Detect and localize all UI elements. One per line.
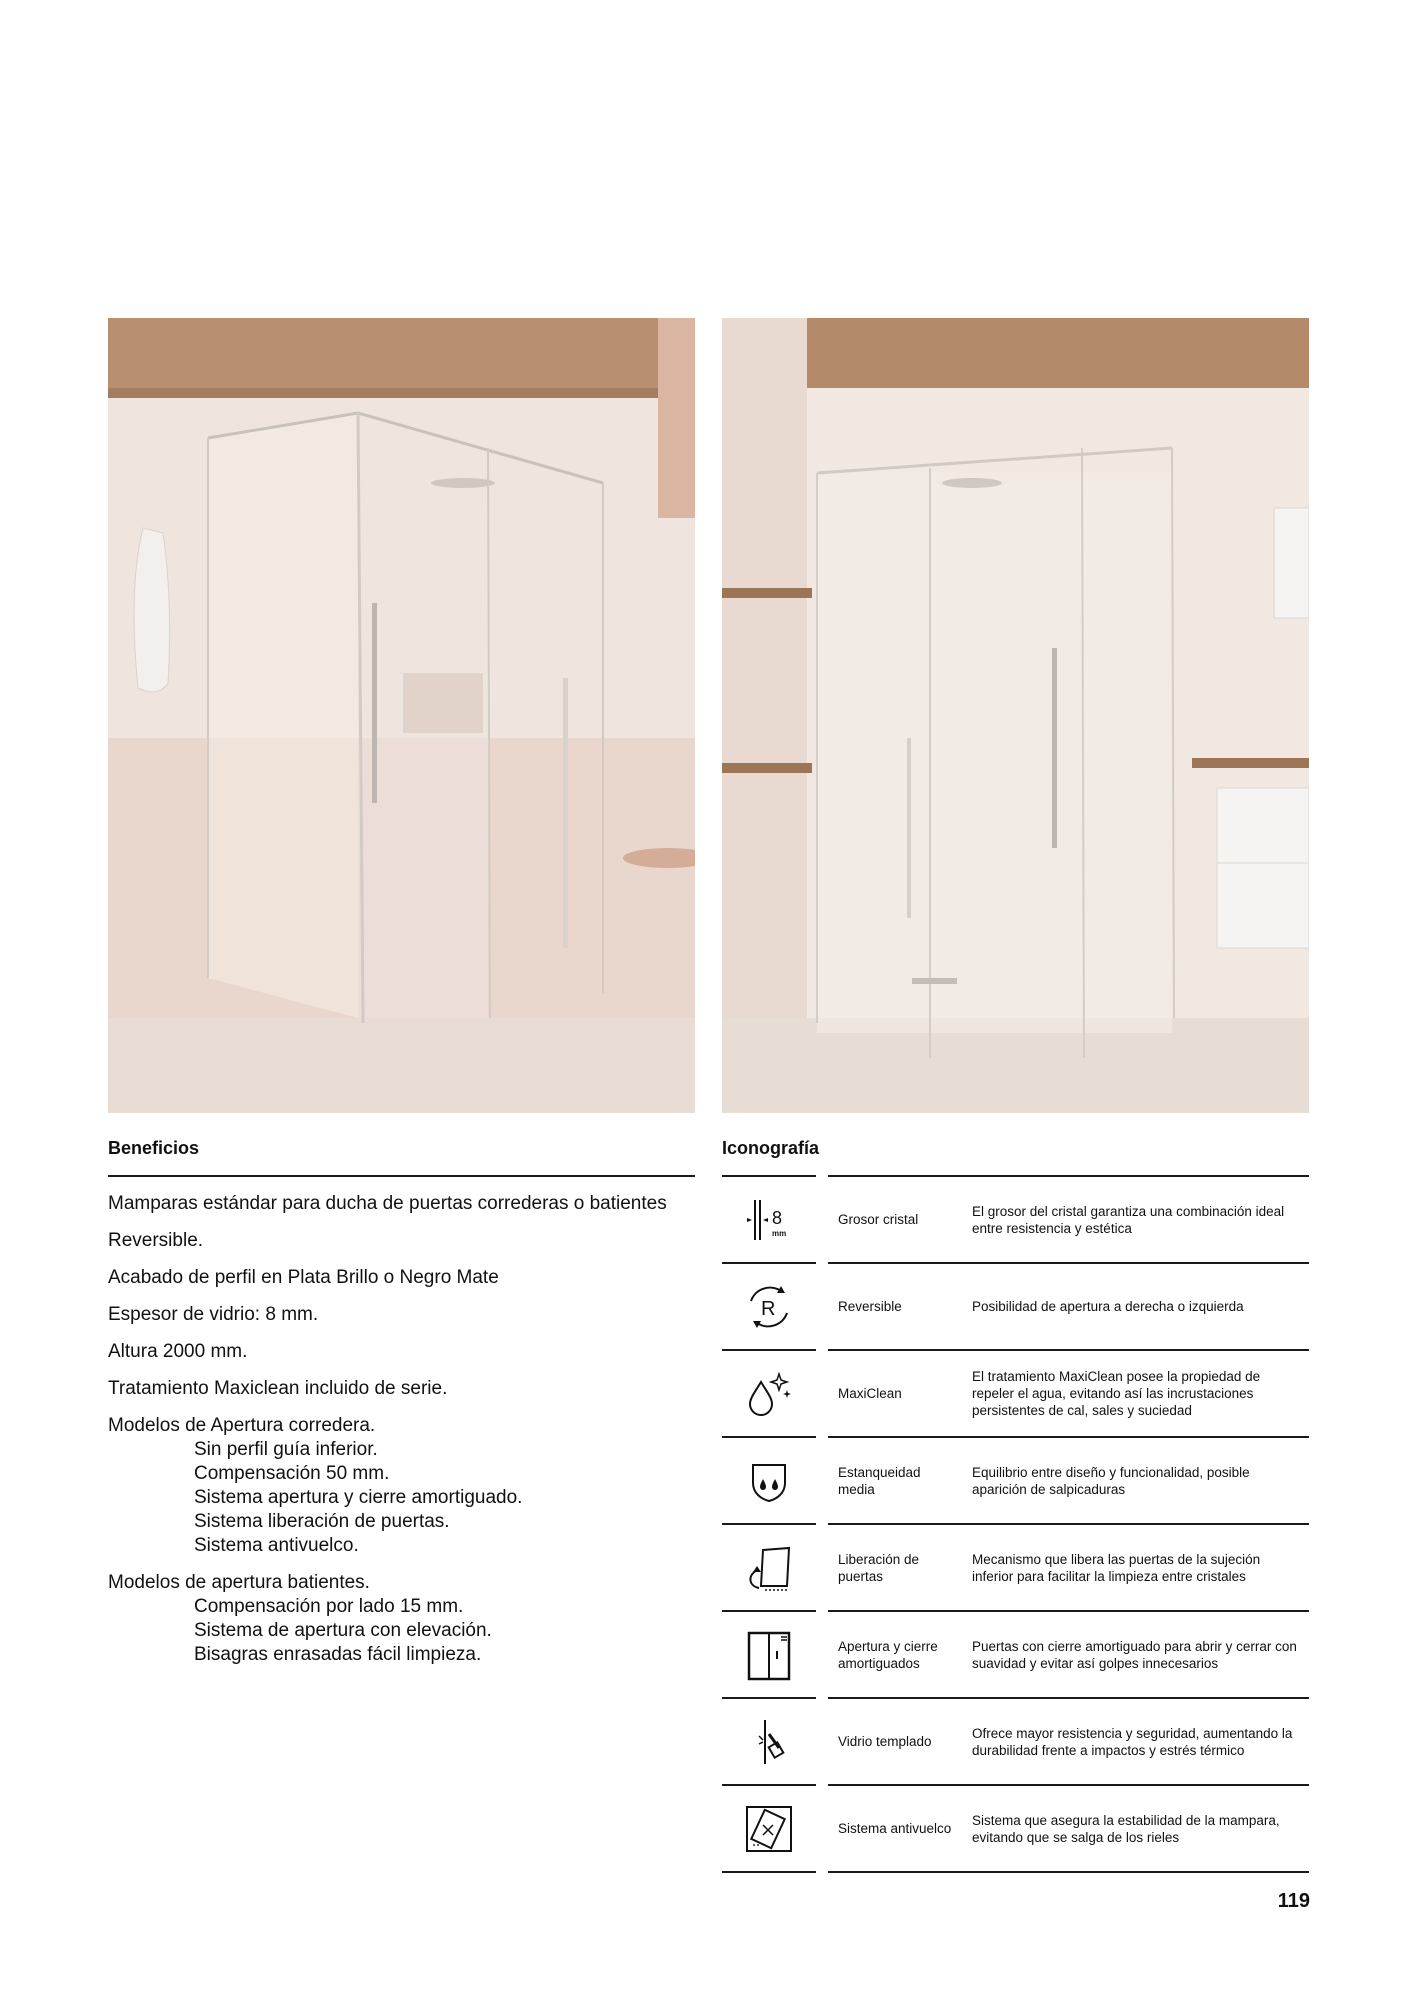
benefits-divider — [108, 1175, 695, 1177]
thickness-value: 8 — [772, 1207, 783, 1228]
icon-row — [722, 1784, 1309, 1871]
feature-description: Mecanismo que libera las puertas de la sujeción inferior para facilitar la limpieza entre cristales — [972, 1551, 1261, 1584]
hinged-model-feature: Compensación por lado 15 mm. — [194, 1596, 464, 1617]
feature-name: Liberación de puertas — [838, 1551, 920, 1584]
glass-thickness-icon — [722, 1177, 816, 1262]
sliding-model-feature: Sistema liberación de puertas. — [194, 1511, 450, 1532]
icon-row — [722, 1349, 1309, 1436]
feature-name: Apertura y cierre amortiguados — [838, 1638, 938, 1671]
icon-row — [722, 1523, 1309, 1610]
benefits-title: Beneficios — [108, 1138, 200, 1158]
benefit-item: Reversible. — [108, 1230, 204, 1251]
sliding-model-feature: Sistema antivuelco. — [194, 1535, 359, 1556]
benefit-item: Tratamiento Maxiclean incluido de serie. — [108, 1378, 448, 1399]
feature-description: Posibilidad de apertura a derecha o izquierda — [972, 1299, 1244, 1314]
feature-description: El tratamiento MaxiClean posee la propiedad de repeler el agua, evitando así las incrustaciones persistentes de cal, sales y suciedad — [972, 1369, 1261, 1418]
soft-close-icon — [722, 1612, 816, 1697]
benefits-list — [108, 1192, 695, 1680]
anti-tip-icon — [722, 1786, 816, 1871]
reversible-letter: R — [761, 1297, 776, 1320]
hinged-model-feature: Sistema de apertura con elevación. — [194, 1620, 492, 1641]
icon-row — [722, 1175, 1309, 1262]
icon-row — [722, 1610, 1309, 1697]
iconography-table — [722, 1175, 1309, 1871]
shower-photo-sliding — [108, 318, 695, 1113]
feature-name: Sistema antivuelco — [838, 1821, 952, 1836]
feature-name: Vidrio templado — [838, 1734, 932, 1749]
benefit-item: Altura 2000 mm. — [108, 1341, 248, 1362]
feature-name: Estanqueidad media — [838, 1464, 921, 1497]
feature-description: Equilibrio entre diseño y funcionalidad, posible aparición de salpicaduras — [972, 1464, 1250, 1497]
feature-name: Reversible — [838, 1299, 902, 1314]
feature-description: El grosor del cristal garantiza una combinación ideal entre resistencia y estética — [972, 1203, 1285, 1236]
shower-photo-hinged — [722, 318, 1309, 1113]
feature-description: Ofrece mayor resistencia y seguridad, aumentando la durabilidad frente a impactos y estrés térmico — [972, 1725, 1293, 1758]
icon-row — [722, 1436, 1309, 1523]
benefit-item: Espesor de vidrio: 8 mm. — [108, 1304, 319, 1325]
feature-name: Grosor cristal — [838, 1212, 919, 1227]
hinged-models-heading: Modelos de apertura batientes. — [108, 1572, 370, 1593]
sliding-models-group — [108, 1414, 695, 1558]
page-number: 119 — [1277, 1890, 1310, 1912]
thickness-unit: mm — [772, 1228, 787, 1238]
water-tightness-icon — [722, 1438, 816, 1523]
sliding-model-feature: Sin perfil guía inferior. — [194, 1439, 378, 1460]
maxiclean-icon — [722, 1351, 816, 1436]
shower-illustration-right — [722, 318, 1309, 1113]
shower-illustration-left — [108, 318, 695, 1113]
sliding-models-heading: Modelos de Apertura corredera. — [108, 1415, 376, 1436]
hinged-models-group — [108, 1571, 695, 1667]
hinged-model-feature: Bisagras enrasadas fácil limpieza. — [194, 1644, 482, 1665]
sliding-model-feature: Sistema apertura y cierre amortiguado. — [194, 1487, 523, 1508]
door-release-icon — [722, 1525, 816, 1610]
sliding-model-feature: Compensación 50 mm. — [194, 1463, 390, 1484]
icon-row — [722, 1262, 1309, 1349]
feature-name: MaxiClean — [838, 1386, 902, 1401]
iconography-title: Iconografía — [722, 1138, 820, 1158]
benefit-item: Mamparas estándar para ducha de puertas correderas o batientes — [108, 1193, 667, 1214]
benefit-item: Acabado de perfil en Plata Brillo o Negro Mate — [108, 1267, 499, 1288]
icon-row — [722, 1697, 1309, 1784]
reversible-icon — [722, 1264, 816, 1349]
feature-description: Sistema que asegura la estabilidad de la mampara, evitando que se salga de los rieles — [972, 1812, 1280, 1845]
tempered-glass-icon — [722, 1699, 816, 1784]
feature-description: Puertas con cierre amortiguado para abrir y cerrar con suavidad y evitar así golpes innecesarios — [972, 1638, 1297, 1671]
